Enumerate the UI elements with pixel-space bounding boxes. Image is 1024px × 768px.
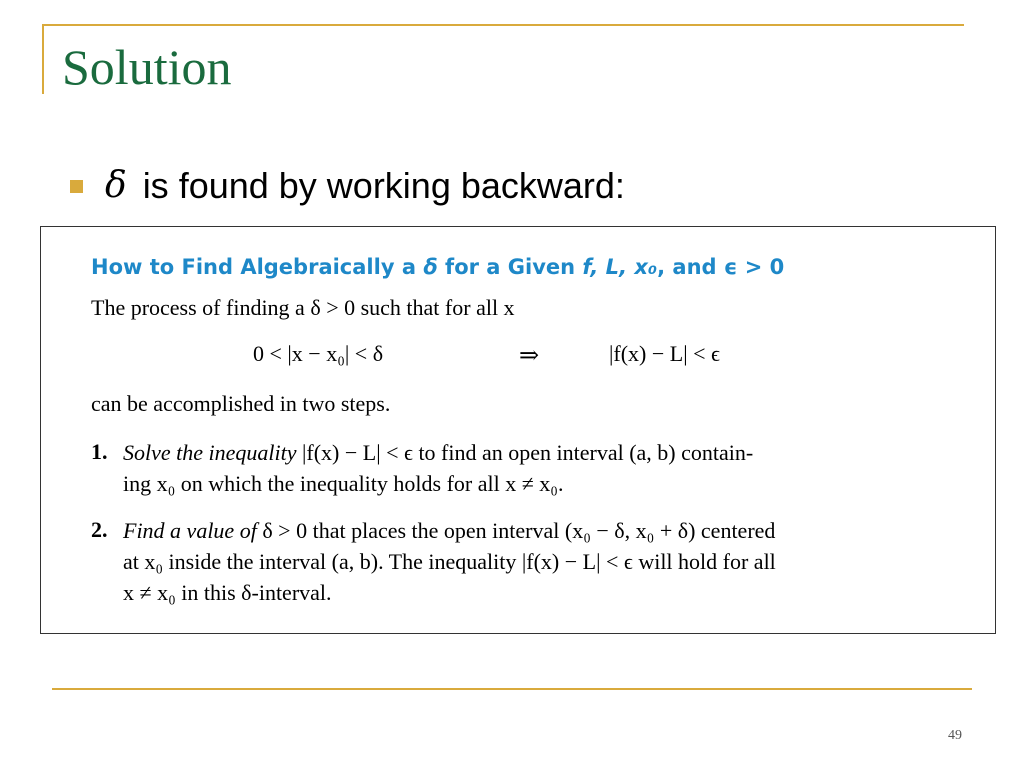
square-bullet-icon <box>70 180 83 193</box>
delta-symbol: δ <box>105 165 127 206</box>
step-1-line2: ing x₀ on which the inequality holds for all x ≠ x₀. <box>123 471 564 496</box>
display-right: |f(x) − L| < ϵ <box>609 341 720 366</box>
slide-title: Solution <box>62 39 232 95</box>
heading-part-3: , and ϵ > 0 <box>657 255 785 279</box>
page-number: 49 <box>948 728 962 743</box>
box-heading <box>91 255 784 279</box>
bullet-item <box>70 164 625 208</box>
left-rule <box>42 24 44 94</box>
heading-vars: f, L, x₀ <box>582 255 658 279</box>
bottom-rule <box>52 688 972 690</box>
step-1-number: 1. <box>91 439 108 464</box>
step-2-rest: δ > 0 that places the open interval (x₀ − δ, x₀ + δ) centered <box>256 518 776 543</box>
implies-arrow: ⇒ <box>519 343 540 369</box>
step-2-line2: at x₀ inside the interval (a, b). The inequality |f(x) − L| < ϵ will hold for all <box>123 549 776 574</box>
heading-part-1: How to Find Algebraically a <box>91 255 424 279</box>
step-2-line3: x ≠ x₀ in this δ-interval. <box>123 580 332 605</box>
bullet-text: is found by working backward: <box>142 165 625 206</box>
display-left: 0 < |x − x₀| < δ <box>253 341 384 366</box>
step-2-number: 2. <box>91 517 108 542</box>
textbook-excerpt-box <box>40 226 996 634</box>
step-1-body <box>123 437 953 499</box>
step-1-rest: |f(x) − L| < ϵ to find an open interval (a, b) contain- <box>296 440 754 465</box>
heading-delta: δ <box>423 255 438 279</box>
step-2-body <box>123 515 953 608</box>
step-1-lead: Solve the inequality <box>123 440 297 465</box>
step-2-lead: Find a value of <box>123 518 257 543</box>
top-rule <box>44 24 964 26</box>
heading-part-2: for a Given <box>437 255 583 279</box>
intro-line: The process of finding a δ > 0 such that for all x <box>91 295 515 320</box>
after-display-line: can be accomplished in two steps. <box>91 391 391 416</box>
